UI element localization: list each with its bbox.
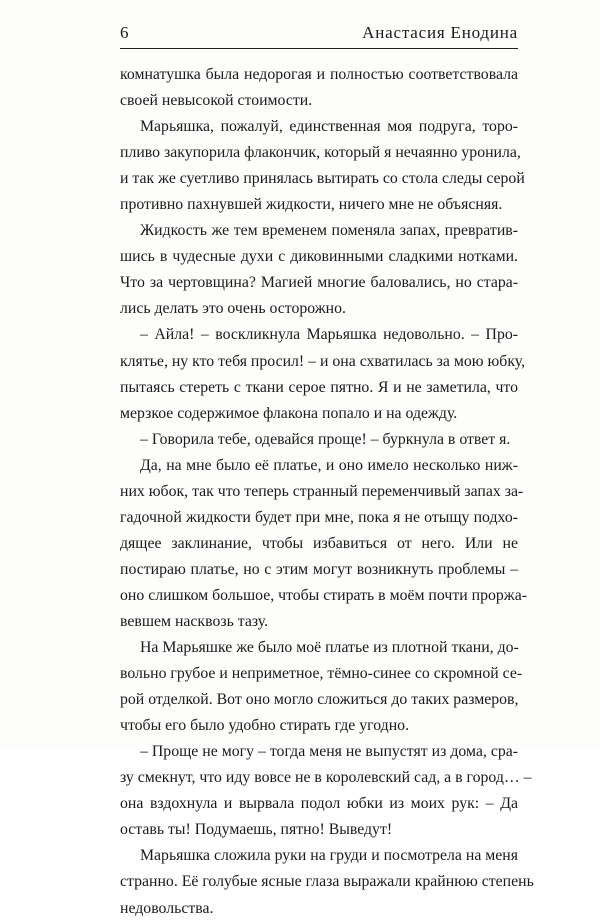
text-line: шись в чудесные духи с диковинными сладкими нотками. <box>120 248 518 266</box>
text-line: оставь ты! Подумаешь, пятно! Выведут! <box>120 821 393 839</box>
text-line: комнатушка была недорогая и полностью соответствовала <box>120 66 518 83</box>
text-line: Жидкость же тем временем поменяла запах, превратив- <box>140 222 518 240</box>
text-line: клятье, ну кто тебя просил! – и она схватилась за мою юбку, <box>120 352 526 370</box>
body-text <box>120 62 534 922</box>
text-line: странно. Её голубые ясные глаза выражали крайнюю степень <box>120 873 534 891</box>
text-line: – Говорила тебе, одевайся проще! – буркнула в ответ я. <box>140 430 511 448</box>
text-line: – Проще не могу – тогда меня не выпустят из дома, сра- <box>140 743 518 761</box>
text-line: дящее заклинание, чтобы избавиться от него. Или не <box>120 534 518 552</box>
text-line: Марьяшка, пожалуй, единственная моя подруга, торо- <box>140 118 518 136</box>
text-line: вольно грубое и неприметное, тёмно-синее со скромной се- <box>120 665 523 683</box>
text-line: Марьяшка сложила руки на груди и посмотрела на меня <box>140 847 519 865</box>
text-line: зу смекнут, что иду вовсе не в королевский сад, а в город… – <box>120 769 532 787</box>
page-number: 6 <box>120 23 129 42</box>
text-line: Что за чертовщина? Магией многие баловались, но стара- <box>120 274 518 292</box>
text-line: На Марьяшке же было моё платье из плотной ткани, до- <box>140 639 519 657</box>
text-line: недовольства. <box>120 899 214 917</box>
text-line: них юбок, так что теперь странный переменчивый запах за- <box>120 482 524 500</box>
text-line: оно слишком большое, чтобы стирать в моём почти проржа- <box>120 586 527 604</box>
text-line: пытаясь стереть с ткани серое пятно. Я и не заметила, что <box>120 378 518 396</box>
text-line: и так же суетливо принялась вытирать со стола следы серой <box>120 170 525 188</box>
text-line: чтобы его было удобно стирать где угодно. <box>120 717 410 735</box>
running-title: Анастасия Енодина <box>362 23 518 42</box>
text-line: пливо закупорила флакончик, который я нечаянно уронила, <box>120 144 521 162</box>
running-header <box>120 18 518 48</box>
text-line: вевшем насквозь тазу. <box>120 612 269 630</box>
text-line: мерзкое содержимое флакона попало и на одежду. <box>120 404 458 422</box>
text-line: рой отделкой. Вот оно могло сложиться до таких размеров, <box>120 691 519 709</box>
text-line: гадочной жидкости будет при мне, пока я не отыщу подхо- <box>120 508 518 526</box>
text-line: Да, на мне было её платье, и оно имело несколько ниж- <box>140 456 518 474</box>
text-line: – Айла! – воскликнула Марьяшка недовольно. – Про- <box>140 326 518 344</box>
text-line: постираю платье, но с этим могут возникнуть проблемы – <box>120 560 518 578</box>
text-line: лись делать это очень осторожно. <box>120 300 346 318</box>
text-line: она вздохнула и вырвала подол юбки из моих рук: – Да <box>120 795 518 813</box>
text-line: противно пахнувшей жидкости, ничего мне не объясняя. <box>120 196 503 214</box>
header-rule <box>120 48 518 49</box>
text-line: своей невысокой стоимости. <box>120 92 313 110</box>
